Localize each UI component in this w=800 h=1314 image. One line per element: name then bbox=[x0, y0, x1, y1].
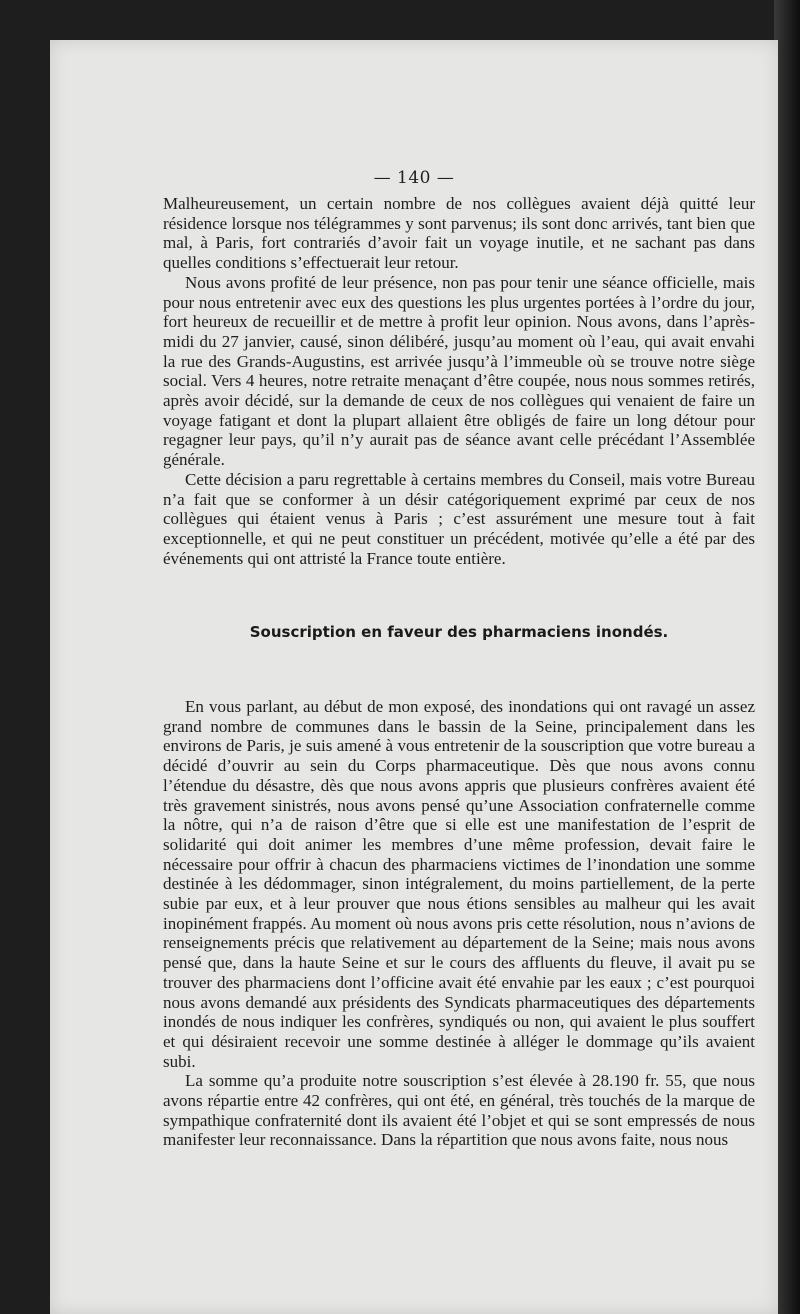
page-number: — 140 — bbox=[373, 168, 455, 188]
paragraph: Nous avons profité de leur présence, non pas pour tenir une séance officielle, mais pour nous entretenir avec eux des questions les plus urgentes portées à l’ordre du jour, fort heureux de recueillir et de mettre à profit leur opinion. Nous avons, dans l’après-midi du 27 janvier, causé, sinon délibéré, jusqu’au moment où l’eau, qui avait envahi la rue des Grands-Augustins, est arrivée jusqu’à l’immeuble où se trouve notre siège social. Vers 4 heures, notre retraite menaçant d’être coupée, nous nous sommes retirés, après avoir décidé, sur la demande de ceux de nos collègues qui venaient de faire un voyage fatigant et dont la plupart allaient être obligés de faire un long détour pour regagner leur pays, qu’il n’y aurait pas de séance avant celle précédant l’Assemblée générale. bbox=[163, 272, 755, 470]
paragraph: La somme qu’a produite notre souscription s’est élevée à 28.190 fr. 55, que nous avons répartie entre 42 confrères, qui ont été, en général, très touchés de la marque de sympathique confraternité dont ils avaient été l’objet et qui se sont empressés de nous manifester leur reconnaissance. Dans la répartition que nous avons faite, nous nous bbox=[163, 1071, 755, 1150]
section-1-text bbox=[163, 194, 755, 568]
paragraph: En vous parlant, au début de mon exposé, des inondations qui ont ravagé un assez grand nombre de communes dans le bassin de la Seine, principalement dans les environs de Paris, je suis amené à vous entretenir de la souscription que votre bureau a décidé d’ouvrir au sein du Corps pharmaceutique. Dès que nous avons connu l’étendue du désastre, dès que nous avons appris que plusieurs confrères avaient été très gravement sinistrés, nous avons pensé qu’une Association confraternelle comme la nôtre, qui n’a de raison d’être que si elle est une manifestation de l’esprit de solidarité qui doit animer les membres d’une même profession, devait faire le nécessaire pour offrir à chacun des pharmaciens victimes de l’inondation une somme destinée à les dédommager, sinon intégralement, du moins partiellement, de la perte subie par eux, et à leur prouver que nous étions sensibles au malheur qui les avait inopinément frappés. Au moment où nous avons pris cette résolution, nous n’avions de renseignements précis que relativement au département de la Seine; mais nous avons pensé que, dans la haute Seine et sur le cours des affluents du fleuve, il avait pu se trouver des pharmaciens dont l’officine avait été envahie par les eaux ; c’est pourquoi nous avons demandé aux présidents des Syndicats pharmaceutiques des départements inondés de nous indiquer les confrères, syndiqués ou non, qui avaient le plus souffert et qui désiraient recevoir une somme destinée à alléger le dommage qu’ils avaient subi. bbox=[163, 697, 755, 1071]
section-2-text bbox=[163, 697, 755, 1150]
book-page bbox=[50, 40, 778, 1314]
paragraph: Malheureusement, un certain nombre de nos collègues avaient déjà quitté leur résidence lorsque nos télégrammes y sont parvenus; ils sont donc arrivés, tant bien que mal, à Paris, fort contrariés d’avoir fait un voyage inutile, et ne sachant pas dans quelles conditions s’effectuerait leur retour. bbox=[163, 194, 755, 273]
section-heading: Souscription en faveur des pharmaciens inondés. bbox=[249, 623, 669, 641]
paragraph: Cette décision a paru regrettable à certains membres du Conseil, mais votre Bureau n’a fait que se conformer à un désir catégoriquement exprimé par ceux de nos collègues qui étaient venus à Paris ; c’est assurément une mesure tout à fait exceptionnelle, et qui ne peut constituer un précédent, motivée qu’elle a été par des événements qui ont attristé la France toute entière. bbox=[163, 469, 755, 568]
